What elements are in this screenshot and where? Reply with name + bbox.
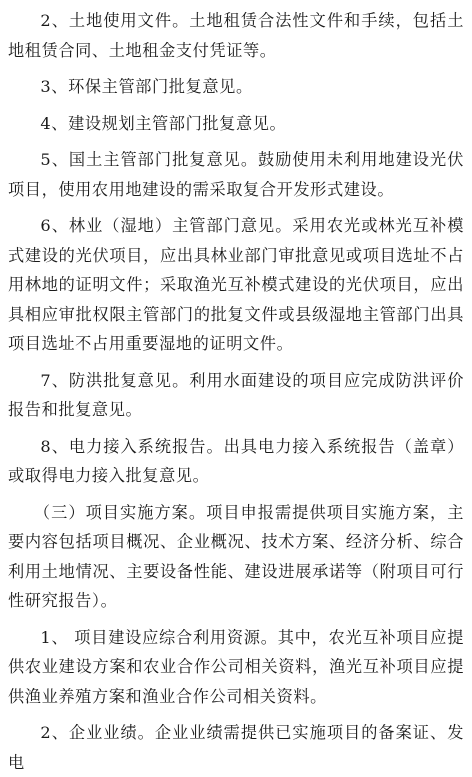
paragraph-enterprise-performance: 2、企业业绩。企业业绩需提供已实施项目的备案证、发电 [8,723,464,772]
paragraph-land-resources-approval: 5、国土主管部门批复意见。鼓励使用未利用地建设光伏项目，使用农用地建设的需采取复合开发形式建设。 [8,150,464,199]
paragraph-planning-approval: 4、建设规划主管部门批复意见。 [40,113,287,133]
paragraph-land-use-documents: 2、土地使用文件。土地租赁合法性文件和手续，包括土地租赁合同、土地租金支付凭证等。 [8,11,464,60]
paragraph-forestry-wetland-opinion: 6、林业（湿地）主管部门意见。采用农光或林光互补模式建设的光伏项目，应出具林业部门审批意见或项目选址不占用林地的证明文件；采取渔光互补模式建设的光伏项目，应出具相应审批权限主管部门的批复文件或县级湿地主管部门出具项目选址不占用重要湿地的证明文件。 [8,216,464,353]
paragraph-resource-utilization: 1、 项目建设应综合利用资源。其中，农光互补项目应提供农业建设方案和农业合作公司相关资料，渔光互补项目应提供渔业养殖方案和渔业合作公司相关资料。 [8,627,464,706]
section-implementation-plan: （三）项目实施方案。项目申报需提供项目实施方案，主要内容包括项目概况、企业概况、技术方案、经济分析、综合利用土地情况、主要设备性能、建设进展承诺等（附项目可行性研究报告）。 [8,502,464,610]
paragraph-environmental-approval: 3、环保主管部门批复意见。 [40,77,253,96]
paragraph-flood-control-approval: 7、防洪批复意见。利用水面建设的项目应完成防洪评价报告和批复意见。 [8,370,464,419]
paragraph-grid-connection-report: 8、电力接入系统报告。出具电力接入系统报告（盖章）或取得电力接入批复意见。 [8,436,464,485]
